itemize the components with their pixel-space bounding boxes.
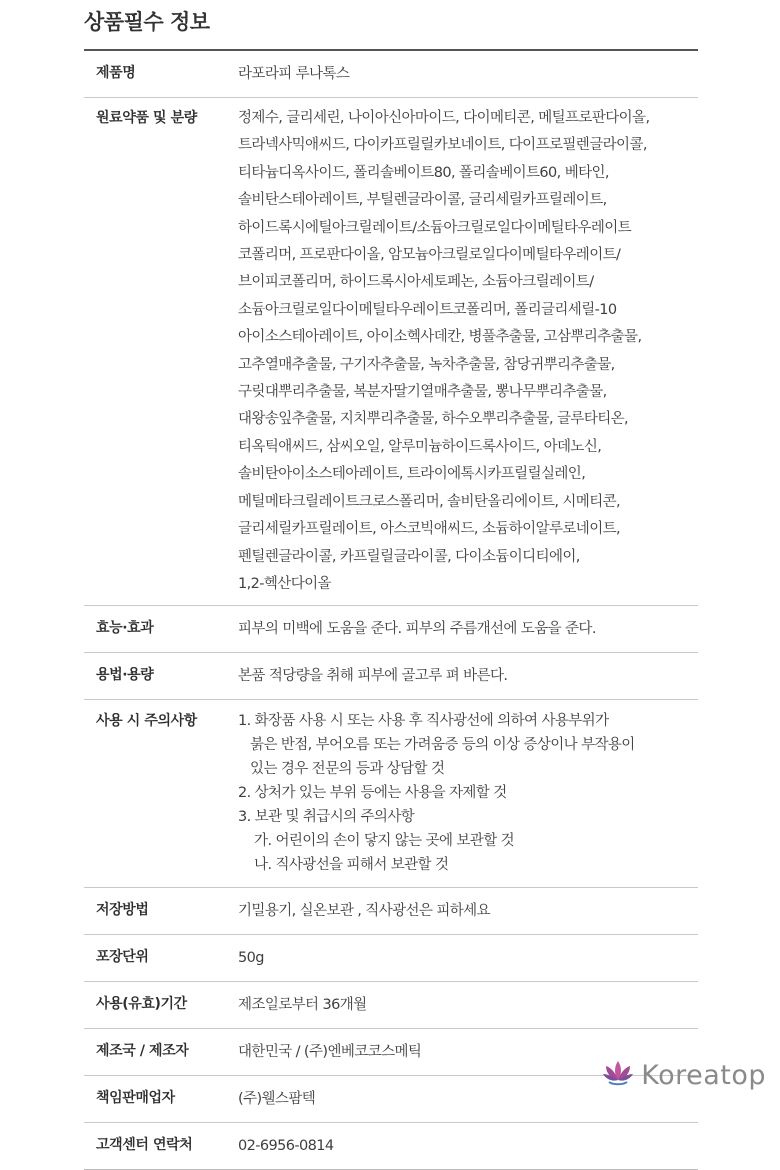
row-label: 제조국 / 제조자 — [96, 1043, 189, 1060]
row-label: 효능·효과 — [96, 620, 154, 637]
table-row — [84, 606, 698, 653]
table-row — [84, 935, 698, 982]
row-label: 포장단위 — [96, 949, 149, 966]
row-value: 피부의 미백에 도움을 준다. 피부의 주름개선에 도움을 준다. — [238, 621, 596, 638]
table-row — [84, 982, 698, 1029]
brand-watermark — [601, 1058, 766, 1092]
row-label: 용법·용량 — [96, 667, 154, 684]
row-label: 저장방법 — [96, 902, 149, 919]
row-label: 원료약품 및 분량 — [96, 110, 197, 126]
row-value: 본품 적당량을 취해 피부에 골고루 펴 바른다. — [238, 668, 508, 685]
product-info-table — [84, 49, 698, 1170]
row-value: 1. 화장품 사용 시 또는 사용 후 직사광선에 의하여 사용부위가 붉은 반점, 부어오름 또는 가려움증 등의 이상 증상이나 부작용이 있는 경우 전문의 등과 상담할 것 2. 상처가 있는 부위 등에는 사용을 자제할 것 3. 보관 및 취급시의 주의사항 가. 어린이의 손이 닿지 않는 곳에 보관할 것 나. 직사광선을 피해서 보관할 것 — [238, 713, 635, 874]
row-label: 책임판매업자 — [96, 1090, 175, 1107]
table-row — [84, 98, 698, 606]
row-label: 고객센터 연락처 — [96, 1137, 193, 1154]
row-value: 대한민국 / (주)엔베코코스메틱 — [238, 1044, 422, 1061]
row-label: 제품명 — [96, 65, 136, 81]
row-value: 정제수, 글리세린, 나이아신아마이드, 다이메티콘, 메틸프로판다이올, 트라넥사믹애씨드, 다이카프릴릴카보네이트, 다이프로필렌글라이콜, 티타늄디옥사이드, 폴리솔베이트80, 폴리솔베이트60, 베타인, 솔비탄스테아레이트, 부틸렌글라이콜, 글리세릴카프릴레이트, 하이드록시에틸아크릴레이트/소듐아크릴로일다이메틸타우레이트 코폴리머, 프로판다이올, 암모늄아크릴로일다이메틸타우레이트/ 브이피코폴리머, 하이드록시아세토페논, 소듐아크릴레이트/ 소듐아크릴로일다이메틸타우레이트코폴리머, 폴리글리세릴-10 아이소스테아레이트, 아이소헥사데칸, 병풀추출물, 고삼뿌리추출물, 고추열매추출물, 구기자추출물, 녹차추출물, 참당귀뿌리추출물, 구릿대뿌리추출물, 복분자딸기열매추출물, 뽕나무뿌리추출물, 대왕송잎추출물, 지치뿌리추출물, 하수오뿌리추출물, 글루타티온, 티옥틱애씨드, 삼씨오일, 알루미늄하이드록사이드, 아데노신, 솔비탄아이소스테아레이트, 트라이에톡시카프릴릴실레인, 메틸메타크릴레이트크로스폴리머, 솔비탄올리에이트, 시메티콘, 글리세릴카프릴레이트, 아스코빅애씨드, 소듐하이알루로네이트, 펜틸렌글라이콜, 카프릴릴글라이콜, 다이소듐이디티에이, 1,2-헥산다이올 — [238, 110, 650, 592]
table-row — [84, 700, 698, 888]
row-value: (주)웰스팜텍 — [238, 1091, 316, 1108]
row-value: 제조일로부터 36개월 — [238, 997, 367, 1014]
row-label: 사용(유효)기간 — [96, 996, 187, 1013]
row-value: 50g — [238, 950, 264, 967]
row-label: 사용 시 주의사항 — [96, 713, 197, 730]
table-row — [84, 1123, 698, 1170]
table-row — [84, 51, 698, 98]
lotus-icon — [601, 1058, 635, 1092]
row-value: 기밀용기, 실온보관 , 직사광선은 피하세요 — [238, 903, 490, 920]
table-row — [84, 653, 698, 700]
brand-name: Koreatop — [641, 1059, 766, 1091]
table-row — [84, 888, 698, 935]
page-title: 상품필수 정보 — [84, 10, 210, 34]
row-value: 라포라피 루나톡스 — [238, 66, 350, 82]
row-value: 02-6956-0814 — [238, 1138, 334, 1155]
